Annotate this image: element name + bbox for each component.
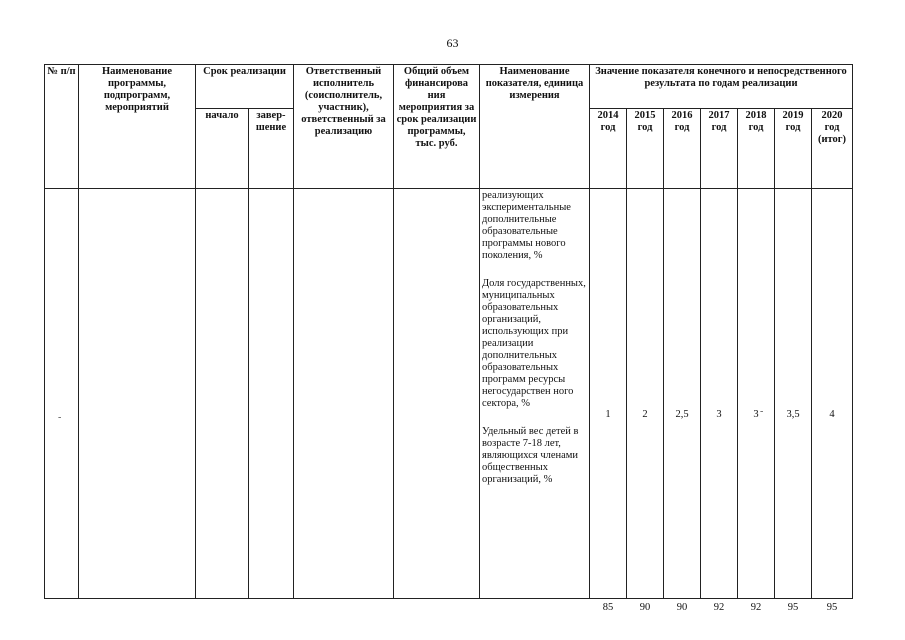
value-cell: 3 (716, 409, 722, 420)
cell-indicators (480, 189, 590, 599)
cell-year-2015 (627, 189, 664, 613)
value-cell: 95 (787, 602, 799, 613)
value-cell: 85 (602, 602, 614, 613)
header-term-end: завер-шение (249, 109, 294, 189)
value-cell: 3,5 (786, 409, 800, 420)
value-cell: 90 (676, 602, 688, 613)
cell-funding (394, 189, 480, 599)
value-cell: 3 (753, 409, 759, 420)
header-program: Наименование программы, подпрограмм, мероприятий (79, 65, 196, 189)
cell-program (79, 189, 196, 599)
header-year-2015: 2015 год (627, 109, 664, 189)
scan-mark: - (58, 412, 62, 423)
header-year-2018: 2018 год (738, 109, 775, 189)
cell-executor (294, 189, 394, 599)
indicator-text: реализующих экспериментальные дополнительные образовательные программы нового поколения, % (482, 190, 571, 261)
header-year-2017: 2017 год (701, 109, 738, 189)
page-number: 63 (446, 36, 459, 50)
cell-year-2017 (701, 189, 738, 613)
indicator-table (44, 64, 853, 613)
header-year-2019: 2019 год (775, 109, 812, 189)
header-values-group: Значение показателя конечного и непосредственного результата по годам реализации (590, 65, 853, 109)
header-term-start: начало (196, 109, 249, 189)
table-row (45, 189, 853, 599)
scan-mark: - (760, 406, 764, 417)
header-year-2016: 2016 год (664, 109, 701, 189)
cell-term-start (196, 189, 249, 599)
cell-term-end (249, 189, 294, 599)
value-cell: 1 (605, 409, 611, 420)
cell-year-2014 (590, 189, 627, 613)
value-cell: 4 (829, 409, 835, 420)
value-cell: 95 (826, 602, 838, 613)
value-cell: 92 (750, 602, 762, 613)
indicator-text: Доля государственных, муниципальных образовательных организаций, использующих при реализации дополнительных образовательных программ ресурсы негосударствен ного сектора, % (482, 278, 586, 409)
value-cell: 90 (639, 602, 651, 613)
cell-year-2016 (664, 189, 701, 613)
value-cell: 92 (713, 602, 725, 613)
indicator-text: Удельный вес детей в возрасте 7-18 лет, являющихся членами общественных организаций, % (482, 426, 579, 485)
cell-year-2020 (812, 189, 853, 613)
cell-year-2018 (738, 189, 775, 613)
header-indicator: Наименование показателя, единица измерения (480, 65, 590, 189)
header-funding: Общий объем финансирова ния мероприятия за срок реализации программы, тыс. руб. (394, 65, 480, 189)
value-cell: 2,5 (675, 409, 689, 420)
value-cell: 2 (642, 409, 648, 420)
header-executor: Ответственный исполнитель (соисполнитель, участник), ответственный за реализацию (294, 65, 394, 189)
cell-num (45, 189, 79, 599)
header-num: № п/п (45, 65, 79, 189)
header-year-2014: 2014 год (590, 109, 627, 189)
header-term: Срок реализации (196, 65, 294, 109)
cell-year-2019 (775, 189, 812, 613)
header-year-2020: 2020 год (итог) (812, 109, 853, 189)
